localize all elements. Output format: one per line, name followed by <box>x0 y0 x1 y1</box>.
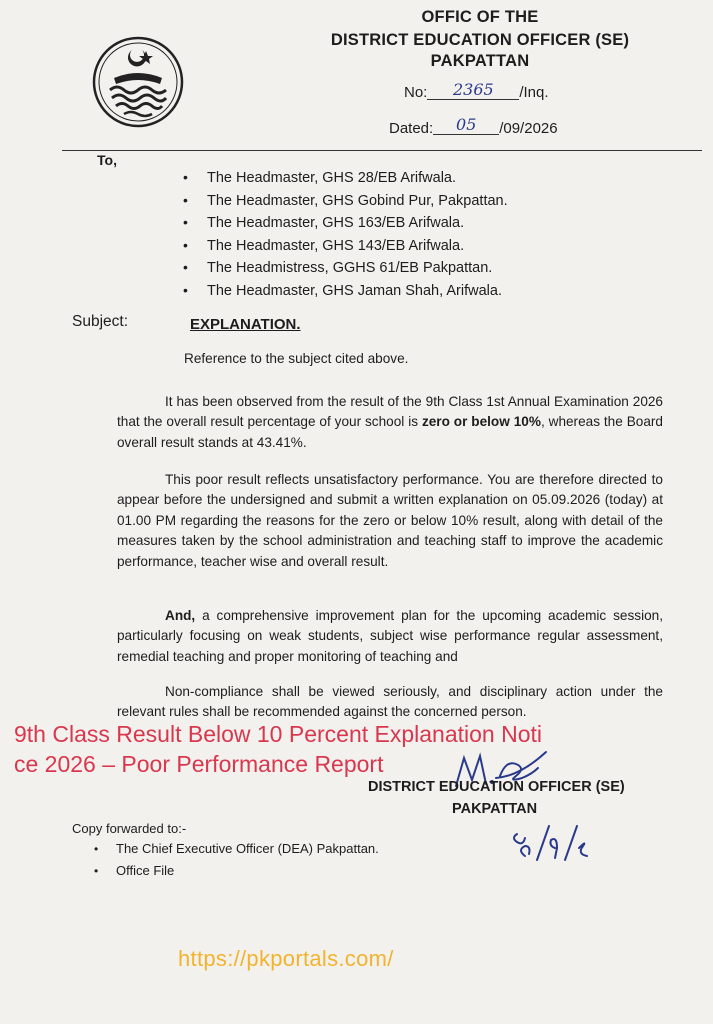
date-label: Dated: <box>389 120 434 137</box>
watermark-line1: 9th Class Result Below 10 Percent Explanation Noti <box>14 721 543 747</box>
letter-date <box>389 115 558 138</box>
para3-text: a comprehensive improvement plan for the upcoming academic session, particularly focusing on weak students, subject wise performance regular assessment, remedial teaching and proper monitoring of teaching and <box>117 608 663 664</box>
para1-text: It has been observed from the result of the 9th Class 1st Annual Examination 2026 that the overall result percentage of your school is <box>117 394 663 430</box>
recipient-item: • The Headmaster, GHS Jaman Shah, Arifwala. <box>183 279 508 302</box>
copy-item: • Office File <box>94 860 379 882</box>
para2-text: This poor result reflects unsatisfactory performance. You are therefore directed to appear before the undersigned and submit a written explanation on 05.09.2026 (today) at 01.00 PM regarding the reasons for the zero or below 10% result, along with detail of the measures taken by the school administration and teaching staff to improve the academic performance, teacher wise and overall result. <box>117 472 663 569</box>
site-url-link[interactable]: https://pkportals.com/ <box>178 946 394 971</box>
number-label: No: <box>404 84 428 101</box>
watermark-line2: ce 2026 – Poor Performance Report <box>14 751 384 777</box>
recipient-item: • The Headmaster, GHS 28/EB Arifwala. <box>183 166 508 189</box>
para4-text: Non-compliance shall be viewed seriously, and disciplinary action under the relevant rules shall be recommended against the concerned person. <box>117 684 663 720</box>
office-title-line2: DISTRICT EDUCATION OFFICER (SE) <box>330 31 630 49</box>
office-title-line1: OFFIC OF THE <box>421 8 539 26</box>
punjab-emblem-logo <box>92 36 184 128</box>
para3-emphasis: And, <box>165 608 196 623</box>
recipient-item: • The Headmaster, GHS 143/EB Arifwala. <box>183 234 508 257</box>
signatory-city: PAKPATTAN <box>452 801 538 817</box>
paragraph-directive <box>117 470 663 572</box>
number-value: 2365 <box>452 80 494 99</box>
date-day: 05 <box>456 115 477 134</box>
copy-forwarded-label: Copy forwarded to:- <box>72 821 187 836</box>
subject-label: Subject: <box>72 313 129 330</box>
paragraph-improvement-plan <box>117 606 663 667</box>
handwritten-date-mark <box>505 812 595 872</box>
recipient-list <box>183 166 508 302</box>
copy-forwarded-list <box>94 838 379 882</box>
reference-line: Reference to the subject cited above. <box>184 351 409 366</box>
recipient-item: • The Headmaster, GHS 163/EB Arifwala. <box>183 211 508 234</box>
office-title-line3: PAKPATTAN <box>430 52 530 70</box>
paragraph-non-compliance <box>117 682 663 723</box>
recipient-item: • The Headmistress, GGHS 61/EB Pakpattan. <box>183 256 508 279</box>
para1-text-end: , whereas the Board overall result stands at 43.41%. <box>117 414 663 450</box>
signatory-designation: DISTRICT EDUCATION OFFICER (SE) <box>368 779 625 795</box>
copy-item: • The Chief Executive Officer (DEA) Pakpattan. <box>94 838 379 860</box>
header-divider <box>62 150 702 151</box>
recipient-item: • The Headmaster, GHS Gobind Pur, Pakpattan. <box>183 189 508 212</box>
paragraph-result <box>117 392 663 453</box>
date-suffix: /09/2026 <box>499 120 558 137</box>
number-suffix: /Inq. <box>519 84 549 101</box>
letter-number <box>404 82 549 102</box>
to-label: To, <box>97 152 117 168</box>
para1-emphasis: zero or below 10% <box>421 414 541 430</box>
subject-title: EXPLANATION. <box>190 316 301 333</box>
